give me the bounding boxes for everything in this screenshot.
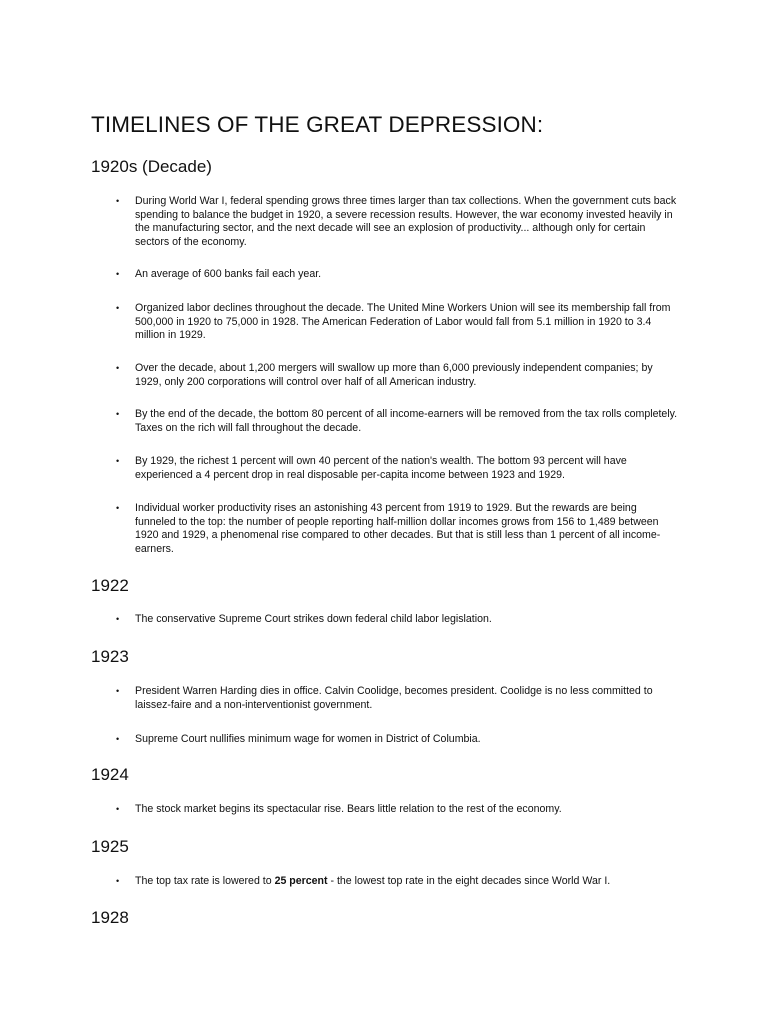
section-heading-1928: 1928 bbox=[91, 908, 129, 927]
section-heading-1925: 1925 bbox=[91, 837, 129, 856]
section-heading-1920s: 1920s (Decade) bbox=[91, 157, 212, 176]
bullet-glyph: • bbox=[116, 503, 120, 513]
document-title: TIMELINES OF THE GREAT DEPRESSION: bbox=[91, 112, 544, 137]
list-item bbox=[116, 408, 680, 435]
list-item-text: The conservative Supreme Court strikes down federal child labor legislation. bbox=[135, 613, 492, 625]
bullet-glyph: • bbox=[116, 734, 120, 744]
bullet-glyph: • bbox=[116, 363, 120, 373]
bullet-glyph: • bbox=[116, 614, 120, 624]
section-heading-1922: 1922 bbox=[91, 576, 129, 595]
list-item bbox=[116, 502, 680, 556]
list-item-text: Individual worker productivity rises an astonishing 43 percent from 1919 to 1929. But the rewards are being funneled to the top: the number of people reporting half-million dollar incomes grows from 156 to 1,489 between 1920 and 1929, a phenomenal rise compared to other decades. But that is still less than 1 percent of all income-earners. bbox=[135, 502, 661, 555]
section-heading-1924: 1924 bbox=[91, 765, 129, 784]
list-item-text: By the end of the decade, the bottom 80 percent of all income-earners will be removed from the tax rolls completely. Taxes on the rich will fall throughout the decade. bbox=[135, 408, 678, 434]
list-item-text: The stock market begins its spectacular rise. Bears little relation to the rest of the economy. bbox=[135, 803, 562, 815]
list-item bbox=[116, 195, 680, 249]
list-item bbox=[116, 733, 680, 747]
list-item-text: President Warren Harding dies in office. Calvin Coolidge, becomes president. Coolidge is no less committed to laissez-faire and a non-interventionist government. bbox=[135, 685, 653, 711]
bullet-glyph: • bbox=[116, 456, 120, 466]
list-item bbox=[116, 268, 680, 282]
list-item bbox=[116, 875, 680, 889]
list-item bbox=[116, 685, 680, 712]
list-item-text: During World War I, federal spending grows three times larger than tax collections. When the government cuts back spending to balance the budget in 1920, a severe recession results. However, the war economy invested heavily in the manufacturing sector, and the next decade will see an explosion of productivity... although only for certain sectors of the economy. bbox=[135, 195, 677, 248]
list-item-text: An average of 600 banks fail each year. bbox=[135, 268, 322, 280]
bullet-glyph: • bbox=[116, 804, 120, 814]
emphasized-rate: 25 percent bbox=[274, 875, 328, 887]
bullet-glyph: • bbox=[116, 686, 120, 696]
bullet-glyph: • bbox=[116, 269, 120, 279]
bullet-glyph: • bbox=[116, 409, 120, 419]
list-item-text: Organized labor declines throughout the decade. The United Mine Workers Union will see its membership fall from 500,000 in 1920 to 75,000 in 1928. The American Federation of Labor would fall from 5.1 million in 1920 to 3.4 million in 1929. bbox=[135, 302, 671, 341]
list-item bbox=[116, 362, 680, 389]
list-item-text-after: - the lowest top rate in the eight decades since World War I. bbox=[327, 875, 611, 887]
section-heading-1923: 1923 bbox=[91, 647, 129, 666]
list-item-text: By 1929, the richest 1 percent will own 40 percent of the nation's wealth. The bottom 93 percent will have experienced a 4 percent drop in real disposable per-capita income between 1923 and 1929. bbox=[135, 455, 627, 481]
list-item bbox=[116, 803, 680, 817]
list-item bbox=[116, 455, 680, 482]
list-item-text: Supreme Court nullifies minimum wage for women in District of Columbia. bbox=[135, 733, 481, 745]
bullet-glyph: • bbox=[116, 196, 120, 206]
bullet-glyph: • bbox=[116, 876, 120, 886]
list-item-text: Over the decade, about 1,200 mergers will swallow up more than 6,000 previously independent companies; by 1929, only 200 corporations will control over half of all American industry. bbox=[135, 362, 653, 388]
list-item bbox=[116, 302, 680, 343]
bullet-glyph: • bbox=[116, 303, 120, 313]
list-item bbox=[116, 613, 680, 627]
list-item-text-before: The top tax rate is lowered to bbox=[135, 875, 275, 887]
